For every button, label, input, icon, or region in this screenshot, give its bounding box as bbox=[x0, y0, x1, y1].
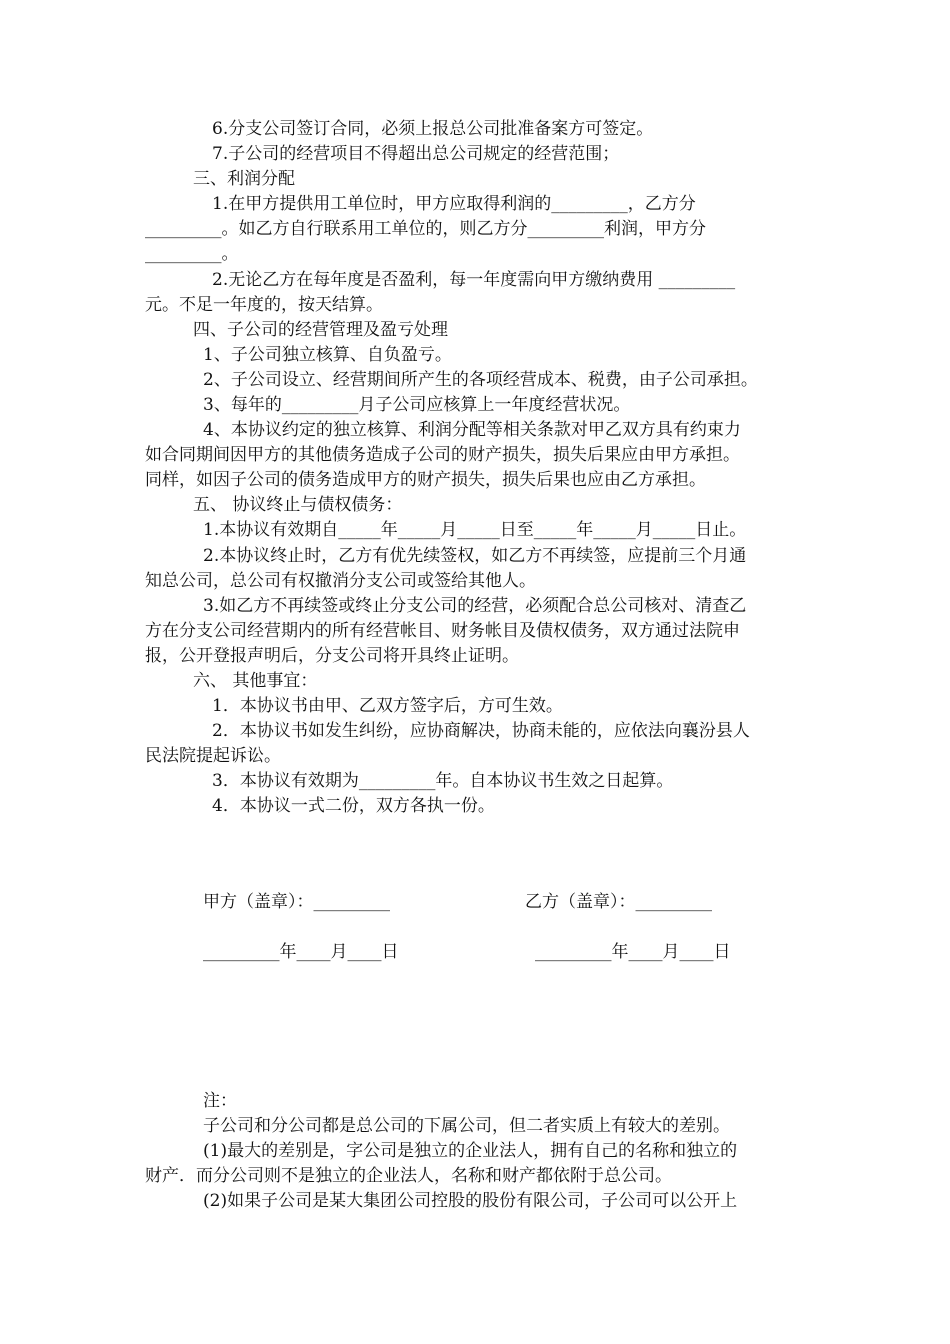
section-heading-3: 三、利润分配 bbox=[193, 169, 295, 189]
management-clause-1: 1、子公司独立核算、自负盈亏。 bbox=[203, 345, 452, 365]
other-clause-3: 3．本协议有效期为_________年。自本协议书生效之日起算。 bbox=[212, 771, 674, 791]
party-a-seal-line: 甲方（盖章）：_________ bbox=[203, 892, 390, 912]
profit-clause-1-cont: _________。如乙方自行联系用工单位的，则乙方分_________利润，甲方分 bbox=[145, 219, 706, 239]
profit-clause-2: 2.无论乙方在每年度是否盈利，每一年度需向甲方缴纳费用 _________ bbox=[212, 270, 736, 290]
clause-7: 7.子公司的经营项目不得超出总公司规定的经营范围； bbox=[212, 144, 620, 164]
termination-clause-2: 2.本协议终止时，乙方有优先续签权，如乙方不再续签，应提前三个月通 bbox=[203, 546, 747, 566]
note-line-2: (1)最大的差别是，字公司是独立的企业法人，拥有自己的名称和独立的 bbox=[203, 1141, 738, 1161]
party-a-date-line: _________年____月____日 bbox=[203, 942, 399, 962]
section-heading-5: 五、 协议终止与债权债务： bbox=[193, 495, 403, 515]
note-line-1: 子公司和分公司都是总公司的下属公司，但二者实质上有较大的差别。 bbox=[203, 1116, 730, 1136]
other-clause-4: 4．本协议一式二份，双方各执一份。 bbox=[212, 796, 495, 816]
section-heading-6: 六、 其他事宜： bbox=[193, 671, 318, 691]
other-clause-2-cont: 民法院提起诉讼。 bbox=[145, 746, 281, 766]
profit-clause-1: 1.在甲方提供用工单位时，甲方应取得利润的_________，乙方分 bbox=[212, 194, 696, 214]
other-clause-2: 2．本协议书如发生纠纷，应协商解决，协商未能的，应依法向襄汾县人 bbox=[212, 721, 750, 741]
party-b-date-line: _________年____月____日 bbox=[535, 942, 731, 962]
termination-clause-2-cont: 知总公司，总公司有权撤消分支公司或签给其他人。 bbox=[145, 571, 536, 591]
management-clause-4-cont: 如合同期间因甲方的其他债务造成子公司的财产损失，损失后果应由甲方承担。 bbox=[145, 445, 740, 465]
termination-clause-3-end: 报，公开登报声明后，分支公司将开具终止证明。 bbox=[145, 646, 519, 666]
note-line-4: (2)如果子公司是某大集团公司控股的股份有限公司，子公司可以公开上 bbox=[203, 1191, 738, 1211]
other-clause-1: 1．本协议书由甲、乙双方签字后，方可生效。 bbox=[212, 696, 563, 716]
termination-clause-3: 3.如乙方不再续签或终止分支公司的经营，必须配合总公司核对、清查乙 bbox=[203, 596, 747, 616]
clause-6: 6.分支公司签订合同，必须上报总公司批准备案方可签定。 bbox=[212, 119, 654, 139]
management-clause-3: 3、每年的_________月子公司应核算上一年度经营状况。 bbox=[203, 395, 631, 415]
termination-clause-1: 1.本协议有效期自_____年_____月_____日至_____年_____月_____日止。 bbox=[203, 520, 747, 540]
management-clause-4: 4、本协议约定的独立核算、利润分配等相关条款对甲乙双方具有约束力 bbox=[203, 420, 741, 440]
section-heading-4: 四、子公司的经营管理及盈亏处理 bbox=[193, 320, 448, 340]
party-b-seal-line: 乙方（盖章）：_________ bbox=[525, 892, 712, 912]
profit-clause-1-end: _________。 bbox=[145, 244, 239, 264]
note-title: 注： bbox=[203, 1091, 237, 1111]
termination-clause-3-cont: 方在分支公司经营期内的所有经营帐目、财务帐目及债权债务，双方通过法院申 bbox=[145, 621, 740, 641]
profit-clause-2-cont: 元。不足一年度的，按天结算。 bbox=[145, 295, 383, 315]
management-clause-2: 2、子公司设立、经营期间所产生的各项经营成本、税费，由子公司承担。 bbox=[203, 370, 758, 390]
management-clause-4-end: 同样，如因子公司的债务造成甲方的财产损失，损失后果也应由乙方承担。 bbox=[145, 470, 706, 490]
note-line-3: 财产．而分公司则不是独立的企业法人，名称和财产都依附于总公司。 bbox=[145, 1166, 672, 1186]
